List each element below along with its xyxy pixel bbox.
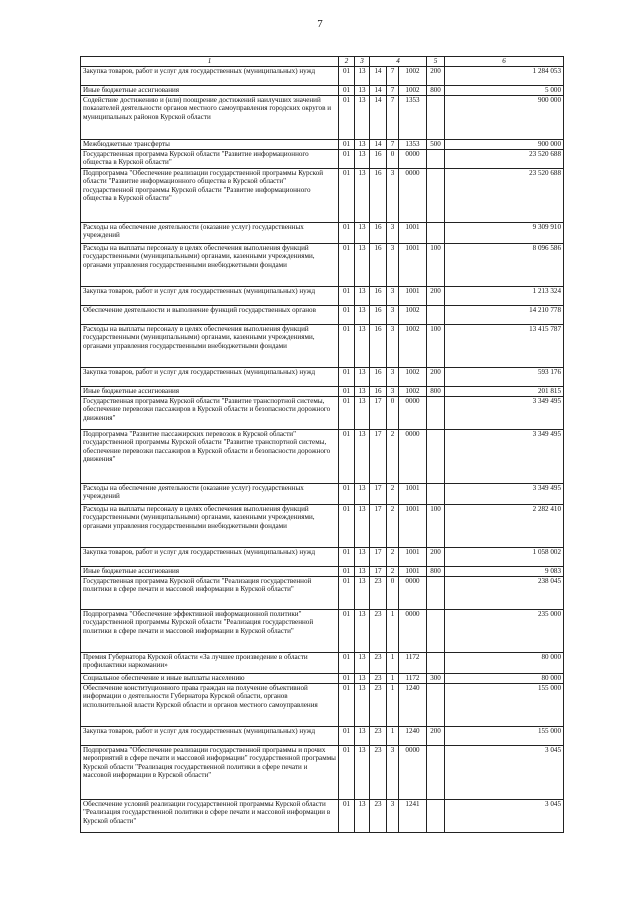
code-cell: 2 (387, 547, 399, 566)
amount-cell: 900 000 (445, 139, 564, 149)
code-cell: 14 (370, 85, 387, 95)
code-cell: 3 (387, 243, 399, 286)
row-name-cell: Иные бюджетные ассигнования (81, 85, 339, 95)
code-cell: 23 (370, 799, 387, 832)
code-cell: 1001 (399, 222, 427, 243)
code-cell: 16 (370, 286, 387, 305)
amount-cell: 3 349 495 (445, 483, 564, 504)
table-row (81, 566, 564, 576)
code-cell: 7 (387, 85, 399, 95)
code-cell: 01 (339, 726, 355, 745)
code-cell: 2 (387, 429, 399, 483)
code-cell: 13 (355, 726, 370, 745)
amount-cell: 1 284 053 (445, 66, 564, 85)
code-cell: 13 (355, 652, 370, 673)
code-cell (427, 168, 445, 222)
code-cell: 14 (370, 95, 387, 139)
code-cell: 01 (339, 652, 355, 673)
row-name-cell: Расходы на выплаты персоналу в целях обеспечения выполнения функций государственными (муниципальными) органами, казенными учреждениями, органами управления государственными внебюджетными фондами (81, 324, 339, 367)
code-cell: 13 (355, 222, 370, 243)
code-cell (427, 609, 445, 652)
code-cell: 23 (370, 726, 387, 745)
row-name-cell: Обеспечение условий реализации государственной программы Курской области "Реализация государственной политики в сфере печати и массовой информации в Курской области" (81, 799, 339, 832)
code-cell: 23 (370, 683, 387, 726)
table-row (81, 726, 564, 745)
code-cell: 01 (339, 286, 355, 305)
code-cell (427, 396, 445, 429)
table-row (81, 547, 564, 566)
row-name-cell: Содействие достижению и (или) поощрение достижений наилучших значений показателей деятельности органов местного самоуправления городских округов и муниципальных районов Курской области (81, 95, 339, 139)
code-cell (427, 95, 445, 139)
table-row (81, 576, 564, 609)
code-cell: 1002 (399, 305, 427, 324)
code-cell: 0000 (399, 576, 427, 609)
code-cell: 1241 (399, 799, 427, 832)
table-row (81, 799, 564, 832)
code-cell: 14 (370, 66, 387, 85)
code-cell: 13 (355, 305, 370, 324)
code-cell: 17 (370, 547, 387, 566)
code-cell: 13 (355, 483, 370, 504)
code-cell: 01 (339, 95, 355, 139)
table-body (81, 66, 564, 832)
code-cell: 1001 (399, 483, 427, 504)
budget-table (80, 56, 564, 833)
table-row (81, 683, 564, 726)
code-cell: 16 (370, 243, 387, 286)
code-cell: 3 (387, 222, 399, 243)
code-cell: 0000 (399, 609, 427, 652)
table-row (81, 149, 564, 168)
code-cell: 100 (427, 504, 445, 547)
amount-cell: 238 045 (445, 576, 564, 609)
code-cell: 23 (370, 745, 387, 799)
code-cell: 7 (387, 95, 399, 139)
amount-cell: 5 000 (445, 85, 564, 95)
code-cell: 01 (339, 305, 355, 324)
code-cell (427, 745, 445, 799)
code-cell: 3 (387, 168, 399, 222)
table-row (81, 139, 564, 149)
row-name-cell: Расходы на выплаты персоналу в целях обеспечения выполнения функций государственными (муниципальными) органами, казенными учреждениями, органами управления государственными внебюджетными фондами (81, 243, 339, 286)
header-row (81, 57, 564, 67)
code-cell: 17 (370, 429, 387, 483)
code-cell: 01 (339, 367, 355, 386)
code-cell: 3 (387, 324, 399, 367)
code-cell: 01 (339, 168, 355, 222)
code-cell: 16 (370, 386, 387, 396)
table-row (81, 85, 564, 95)
code-cell: 0000 (399, 149, 427, 168)
table-row (81, 609, 564, 652)
code-cell: 2 (387, 566, 399, 576)
code-cell: 0 (387, 149, 399, 168)
row-name-cell: Расходы на обеспечение деятельности (оказание услуг) государственных учреждений (81, 222, 339, 243)
code-cell: 17 (370, 566, 387, 576)
code-cell (427, 222, 445, 243)
code-cell: 13 (355, 324, 370, 367)
code-cell: 13 (355, 168, 370, 222)
amount-cell: 3 349 495 (445, 396, 564, 429)
code-cell: 01 (339, 683, 355, 726)
amount-cell: 155 000 (445, 726, 564, 745)
amount-cell: 593 176 (445, 367, 564, 386)
code-cell: 800 (427, 566, 445, 576)
row-name-cell: Государственная программа Курской области "Развитие транспортной системы, обеспечение перевозки пассажиров в Курской области и безопасности дорожного движения" (81, 396, 339, 429)
code-cell: 500 (427, 139, 445, 149)
code-cell: 01 (339, 429, 355, 483)
table-row (81, 324, 564, 367)
code-cell: 1 (387, 673, 399, 683)
code-cell: 13 (355, 429, 370, 483)
code-cell: 16 (370, 168, 387, 222)
code-cell: 1002 (399, 367, 427, 386)
code-cell: 3 (387, 367, 399, 386)
amount-cell: 9 309 910 (445, 222, 564, 243)
code-cell: 0000 (399, 745, 427, 799)
row-name-cell: Обеспечение конституционного права граждан на получение объективной информации о деятельности Губернатора Курской области, органов исполнительной власти Курской области и органов местного самоуправления (81, 683, 339, 726)
amount-cell: 2 282 410 (445, 504, 564, 547)
code-cell: 3 (387, 799, 399, 832)
code-cell: 200 (427, 286, 445, 305)
code-cell: 100 (427, 243, 445, 286)
row-name-cell: Закупка товаров, работ и услуг для государственных (муниципальных) нужд (81, 726, 339, 745)
amount-cell: 900 000 (445, 95, 564, 139)
code-cell: 7 (387, 139, 399, 149)
row-name-cell: Иные бюджетные ассигнования (81, 566, 339, 576)
table-row (81, 386, 564, 396)
code-cell (427, 429, 445, 483)
code-cell: 200 (427, 726, 445, 745)
code-cell: 16 (370, 324, 387, 367)
code-cell (427, 483, 445, 504)
code-cell: 13 (355, 95, 370, 139)
row-name-cell: Подпрограмма "Обеспечение эффективной информационной политики" государственной программы Курской области "Реализация государственной политики в сфере печати и массовой информации в Курской области" (81, 609, 339, 652)
row-name-cell: Государственная программа Курской области "Реализация государственной политики в сфере печати и массовой информации в Курской области" (81, 576, 339, 609)
table-row (81, 673, 564, 683)
code-cell: 2 (387, 483, 399, 504)
code-cell: 1002 (399, 66, 427, 85)
code-cell: 1240 (399, 726, 427, 745)
table-row (81, 429, 564, 483)
code-cell (427, 305, 445, 324)
amount-cell: 3 045 (445, 745, 564, 799)
code-cell: 16 (370, 367, 387, 386)
amount-cell: 3 045 (445, 799, 564, 832)
code-cell: 1 (387, 726, 399, 745)
code-cell: 0000 (399, 429, 427, 483)
code-cell: 01 (339, 483, 355, 504)
code-cell: 1001 (399, 547, 427, 566)
code-cell: 0000 (399, 396, 427, 429)
row-name-cell: Обеспечение деятельности и выполнение функций государственных органов (81, 305, 339, 324)
code-cell: 1002 (399, 386, 427, 396)
code-cell: 0 (387, 396, 399, 429)
table-row (81, 95, 564, 139)
code-cell: 13 (355, 683, 370, 726)
code-cell: 2 (387, 504, 399, 547)
code-cell: 200 (427, 66, 445, 85)
code-cell (427, 576, 445, 609)
code-cell: 1 (387, 652, 399, 673)
code-cell: 1172 (399, 652, 427, 673)
row-name-cell: Социальное обеспечение и иные выплаты населению (81, 673, 339, 683)
code-cell: 01 (339, 576, 355, 609)
code-cell: 0 (387, 576, 399, 609)
table-row (81, 483, 564, 504)
code-cell: 300 (427, 673, 445, 683)
code-cell: 16 (370, 149, 387, 168)
code-cell: 01 (339, 386, 355, 396)
code-cell: 23 (370, 609, 387, 652)
header-cell: 5 (427, 57, 445, 67)
code-cell: 14 (370, 139, 387, 149)
code-cell: 01 (339, 504, 355, 547)
code-cell: 200 (427, 547, 445, 566)
code-cell: 1 (387, 609, 399, 652)
header-cell: 2 (339, 57, 355, 67)
header-cell: 6 (445, 57, 564, 67)
row-name-cell: Закупка товаров, работ и услуг для государственных (муниципальных) нужд (81, 286, 339, 305)
code-cell: 01 (339, 547, 355, 566)
amount-cell: 14 210 778 (445, 305, 564, 324)
code-cell (427, 149, 445, 168)
code-cell: 13 (355, 745, 370, 799)
code-cell: 13 (355, 85, 370, 95)
amount-cell: 235 000 (445, 609, 564, 652)
amount-cell: 23 520 688 (445, 168, 564, 222)
code-cell: 1002 (399, 85, 427, 95)
code-cell: 01 (339, 85, 355, 95)
code-cell: 23 (370, 652, 387, 673)
amount-cell: 8 096 586 (445, 243, 564, 286)
table-row (81, 66, 564, 85)
row-name-cell: Закупка товаров, работ и услуг для государственных (муниципальных) нужд (81, 547, 339, 566)
code-cell: 17 (370, 483, 387, 504)
header-cell: 1 (81, 57, 339, 67)
table-row (81, 168, 564, 222)
code-cell: 1353 (399, 139, 427, 149)
code-cell: 23 (370, 673, 387, 683)
row-name-cell: Государственная программа Курской области "Развитие информационного общества в Курской области" (81, 149, 339, 168)
code-cell: 1001 (399, 504, 427, 547)
amount-cell: 23 520 688 (445, 149, 564, 168)
amount-cell: 3 349 495 (445, 429, 564, 483)
code-cell: 01 (339, 149, 355, 168)
amount-cell: 80 000 (445, 652, 564, 673)
amount-cell: 201 815 (445, 386, 564, 396)
row-name-cell: Расходы на обеспечение деятельности (оказание услуг) государственных учреждений (81, 483, 339, 504)
code-cell: 23 (370, 576, 387, 609)
code-cell: 17 (370, 396, 387, 429)
amount-cell: 1 058 002 (445, 547, 564, 566)
table-row (81, 745, 564, 799)
code-cell: 1002 (399, 324, 427, 367)
amount-cell: 80 000 (445, 673, 564, 683)
amount-cell: 155 000 (445, 683, 564, 726)
code-cell: 01 (339, 566, 355, 576)
code-cell: 13 (355, 243, 370, 286)
code-cell: 01 (339, 324, 355, 367)
table-row (81, 305, 564, 324)
code-cell (427, 683, 445, 726)
code-cell: 13 (355, 66, 370, 85)
amount-cell: 9 083 (445, 566, 564, 576)
code-cell: 7 (387, 66, 399, 85)
row-name-cell: Премия Губернатора Курской области «За лучшее произведение в области профилактики наркомании» (81, 652, 339, 673)
table-row (81, 652, 564, 673)
code-cell: 13 (355, 673, 370, 683)
code-cell: 01 (339, 673, 355, 683)
code-cell: 01 (339, 609, 355, 652)
row-name-cell: Межбюджетные трансферты (81, 139, 339, 149)
code-cell: 13 (355, 286, 370, 305)
code-cell: 200 (427, 367, 445, 386)
table-row (81, 396, 564, 429)
code-cell: 01 (339, 66, 355, 85)
table-row (81, 367, 564, 386)
code-cell: 13 (355, 367, 370, 386)
code-cell: 16 (370, 222, 387, 243)
table-row (81, 504, 564, 547)
code-cell: 01 (339, 243, 355, 286)
code-cell: 1240 (399, 683, 427, 726)
code-cell: 01 (339, 396, 355, 429)
code-cell: 01 (339, 799, 355, 832)
code-cell: 0000 (399, 168, 427, 222)
code-cell: 13 (355, 396, 370, 429)
code-cell: 1 (387, 683, 399, 726)
code-cell: 1001 (399, 243, 427, 286)
code-cell: 13 (355, 149, 370, 168)
code-cell: 1353 (399, 95, 427, 139)
code-cell: 3 (387, 286, 399, 305)
row-name-cell: Подпрограмма "Обеспечение реализации государственной программы Курской области "Развитие информационного общества в Курской области" государственной программы Курской области "Развитие информационного общества в Курской области" (81, 168, 339, 222)
amount-cell: 13 415 787 (445, 324, 564, 367)
table-row (81, 222, 564, 243)
code-cell: 3 (387, 305, 399, 324)
page-number: 7 (317, 18, 323, 30)
row-name-cell: Подпрограмма "Развитие пассажирских перевозок в Курской области" государственной программы Курской области "Развитие транспортной системы, обеспечение перевозки пассажиров в Курской области и безопасности дорожного движения" (81, 429, 339, 483)
row-name-cell: Закупка товаров, работ и услуг для государственных (муниципальных) нужд (81, 367, 339, 386)
code-cell: 13 (355, 609, 370, 652)
code-cell: 800 (427, 85, 445, 95)
code-cell: 01 (339, 139, 355, 149)
code-cell: 13 (355, 504, 370, 547)
code-cell: 3 (387, 745, 399, 799)
code-cell: 1001 (399, 566, 427, 576)
code-cell: 13 (355, 547, 370, 566)
code-cell: 13 (355, 576, 370, 609)
header-cell: 3 (355, 57, 370, 67)
code-cell (427, 652, 445, 673)
code-cell: 13 (355, 386, 370, 396)
code-cell: 01 (339, 745, 355, 799)
code-cell: 100 (427, 324, 445, 367)
code-cell: 3 (387, 386, 399, 396)
row-name-cell: Иные бюджетные ассигнования (81, 386, 339, 396)
code-cell: 1001 (399, 286, 427, 305)
code-cell (427, 799, 445, 832)
amount-cell: 1 213 324 (445, 286, 564, 305)
code-cell: 13 (355, 566, 370, 576)
table-row (81, 243, 564, 286)
table-row (81, 286, 564, 305)
code-cell: 16 (370, 305, 387, 324)
code-cell: 01 (339, 222, 355, 243)
code-cell: 800 (427, 386, 445, 396)
code-cell: 13 (355, 799, 370, 832)
code-cell: 1172 (399, 673, 427, 683)
code-cell: 17 (370, 504, 387, 547)
code-cell: 13 (355, 139, 370, 149)
row-name-cell: Подпрограмма "Обеспечение реализации государственной программы и прочих мероприятий в сфере печати и массовой информации" государственной программы Курской области "Реализация государственной политики в сфере печати и массовой информации в Курской области" (81, 745, 339, 799)
header-cell: 4 (370, 57, 427, 67)
row-name-cell: Закупка товаров, работ и услуг для государственных (муниципальных) нужд (81, 66, 339, 85)
row-name-cell: Расходы на выплаты персоналу в целях обеспечения выполнения функций государственными (муниципальными) органами, казенными учреждениями, органами управления государственными внебюджетными фондами (81, 504, 339, 547)
